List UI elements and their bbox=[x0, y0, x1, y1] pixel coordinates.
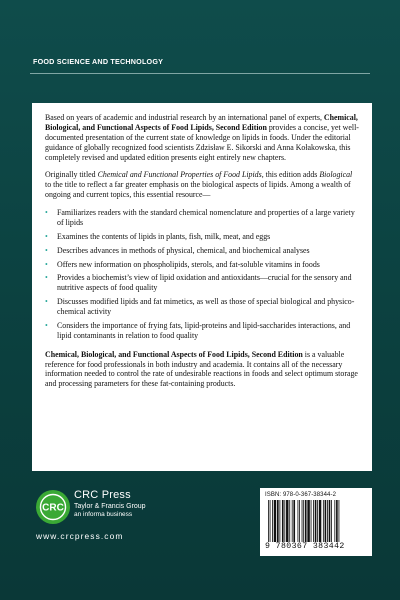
intro-text-2: provides a concise, yet well-documented presentation of the current state of knowledge on lipids in foods. Under the editorial guidance of globally recognized food scientists Zdzisław E. Sikorski and Anna Kołakowska, this completely revised and updated edition presents eight entirely new chapters. bbox=[45, 122, 359, 162]
closing-book-title: Chemical, Biological, and Functional Aspects of Food Lipids, Second Edition bbox=[45, 349, 303, 359]
list-item: • Examines the contents of lipids in plants, fish, milk, meat, and eggs bbox=[45, 231, 271, 241]
crc-logo-icon bbox=[35, 489, 71, 525]
publisher-text bbox=[74, 487, 146, 518]
bullet-icon: • bbox=[45, 297, 48, 307]
origin-paragraph bbox=[45, 170, 360, 200]
intro-paragraph bbox=[45, 113, 360, 162]
barcode-bars-icon bbox=[265, 500, 367, 542]
bullet-icon: • bbox=[45, 320, 48, 330]
description-panel bbox=[32, 103, 372, 471]
list-item: • Familiarizes readers with the standard chemical nomenclature and properties of a large variety of lipids bbox=[45, 208, 355, 227]
bullet-icon: • bbox=[45, 208, 48, 217]
publisher-logo bbox=[35, 487, 155, 527]
list-item: • Describes advances in methods of physical, chemical, and biochemical analyses bbox=[45, 245, 310, 255]
series-divider bbox=[30, 73, 370, 74]
origin-former-title: Chemical and Functional Properties of Food Lipids bbox=[97, 170, 262, 180]
bullet-icon: • bbox=[45, 273, 48, 283]
intro-text-1: Based on years of academic and industrial research by an international panel of experts, bbox=[45, 113, 324, 122]
publisher-informa: an informa business bbox=[74, 511, 133, 518]
origin-text-3: to the title to reflect a far greater emphasis on the biological aspects of lipids. Among a wealth of ongoing and current topics, this essential resource— bbox=[45, 180, 351, 200]
publisher-name: CRC Press bbox=[74, 489, 131, 501]
origin-text-1: Originally titled bbox=[45, 170, 98, 180]
series-label: FOOD SCIENCE AND TECHNOLOGY bbox=[33, 57, 164, 66]
feature-list bbox=[45, 208, 360, 341]
publisher-website: www.crcpress.com bbox=[36, 531, 124, 541]
barcode bbox=[260, 488, 372, 556]
publisher-group: Taylor & Francis Group bbox=[74, 503, 146, 510]
origin-added-word: Biological bbox=[319, 170, 353, 180]
bullet-icon: • bbox=[45, 259, 48, 269]
list-item: • Offers new information on phospholipids, sterols, and fat-soluble vitamins in foods bbox=[45, 259, 320, 269]
closing-paragraph bbox=[45, 350, 360, 390]
intro-book-title: Chemical, Biological, and Functional Aspects of Food Lipids, Second Edition bbox=[45, 113, 358, 132]
logo-letters: CRC bbox=[42, 502, 64, 514]
isbn-digits: 9 780367 383442 bbox=[265, 542, 345, 551]
origin-text-2: , this edition adds bbox=[261, 170, 320, 180]
bullet-icon: • bbox=[45, 245, 48, 255]
list-item: • Provides a biochemist’s view of lipid oxidation and antioxidants—crucial for the sensory and nutritive aspects of food quality bbox=[45, 273, 352, 293]
bullet-icon: • bbox=[45, 231, 48, 241]
closing-text: is a valuable reference for food professionals in both industry and academia. It contains all of the necessary information needed to control the rate of undesirable reactions in foods and select optimum storage and processing parameters for these fat-containing products. bbox=[45, 349, 358, 389]
isbn-label: ISBN: 978-0-367-38344-2 bbox=[265, 492, 337, 498]
list-item: • Considers the importance of frying fats, lipid-proteins and lipid-saccharides interactions, and lipid contaminants in relation to food quality bbox=[45, 320, 351, 340]
list-item: • Discusses modified lipids and fat mimetics, as well as those of special biological and physico-chemical activity bbox=[45, 297, 355, 316]
